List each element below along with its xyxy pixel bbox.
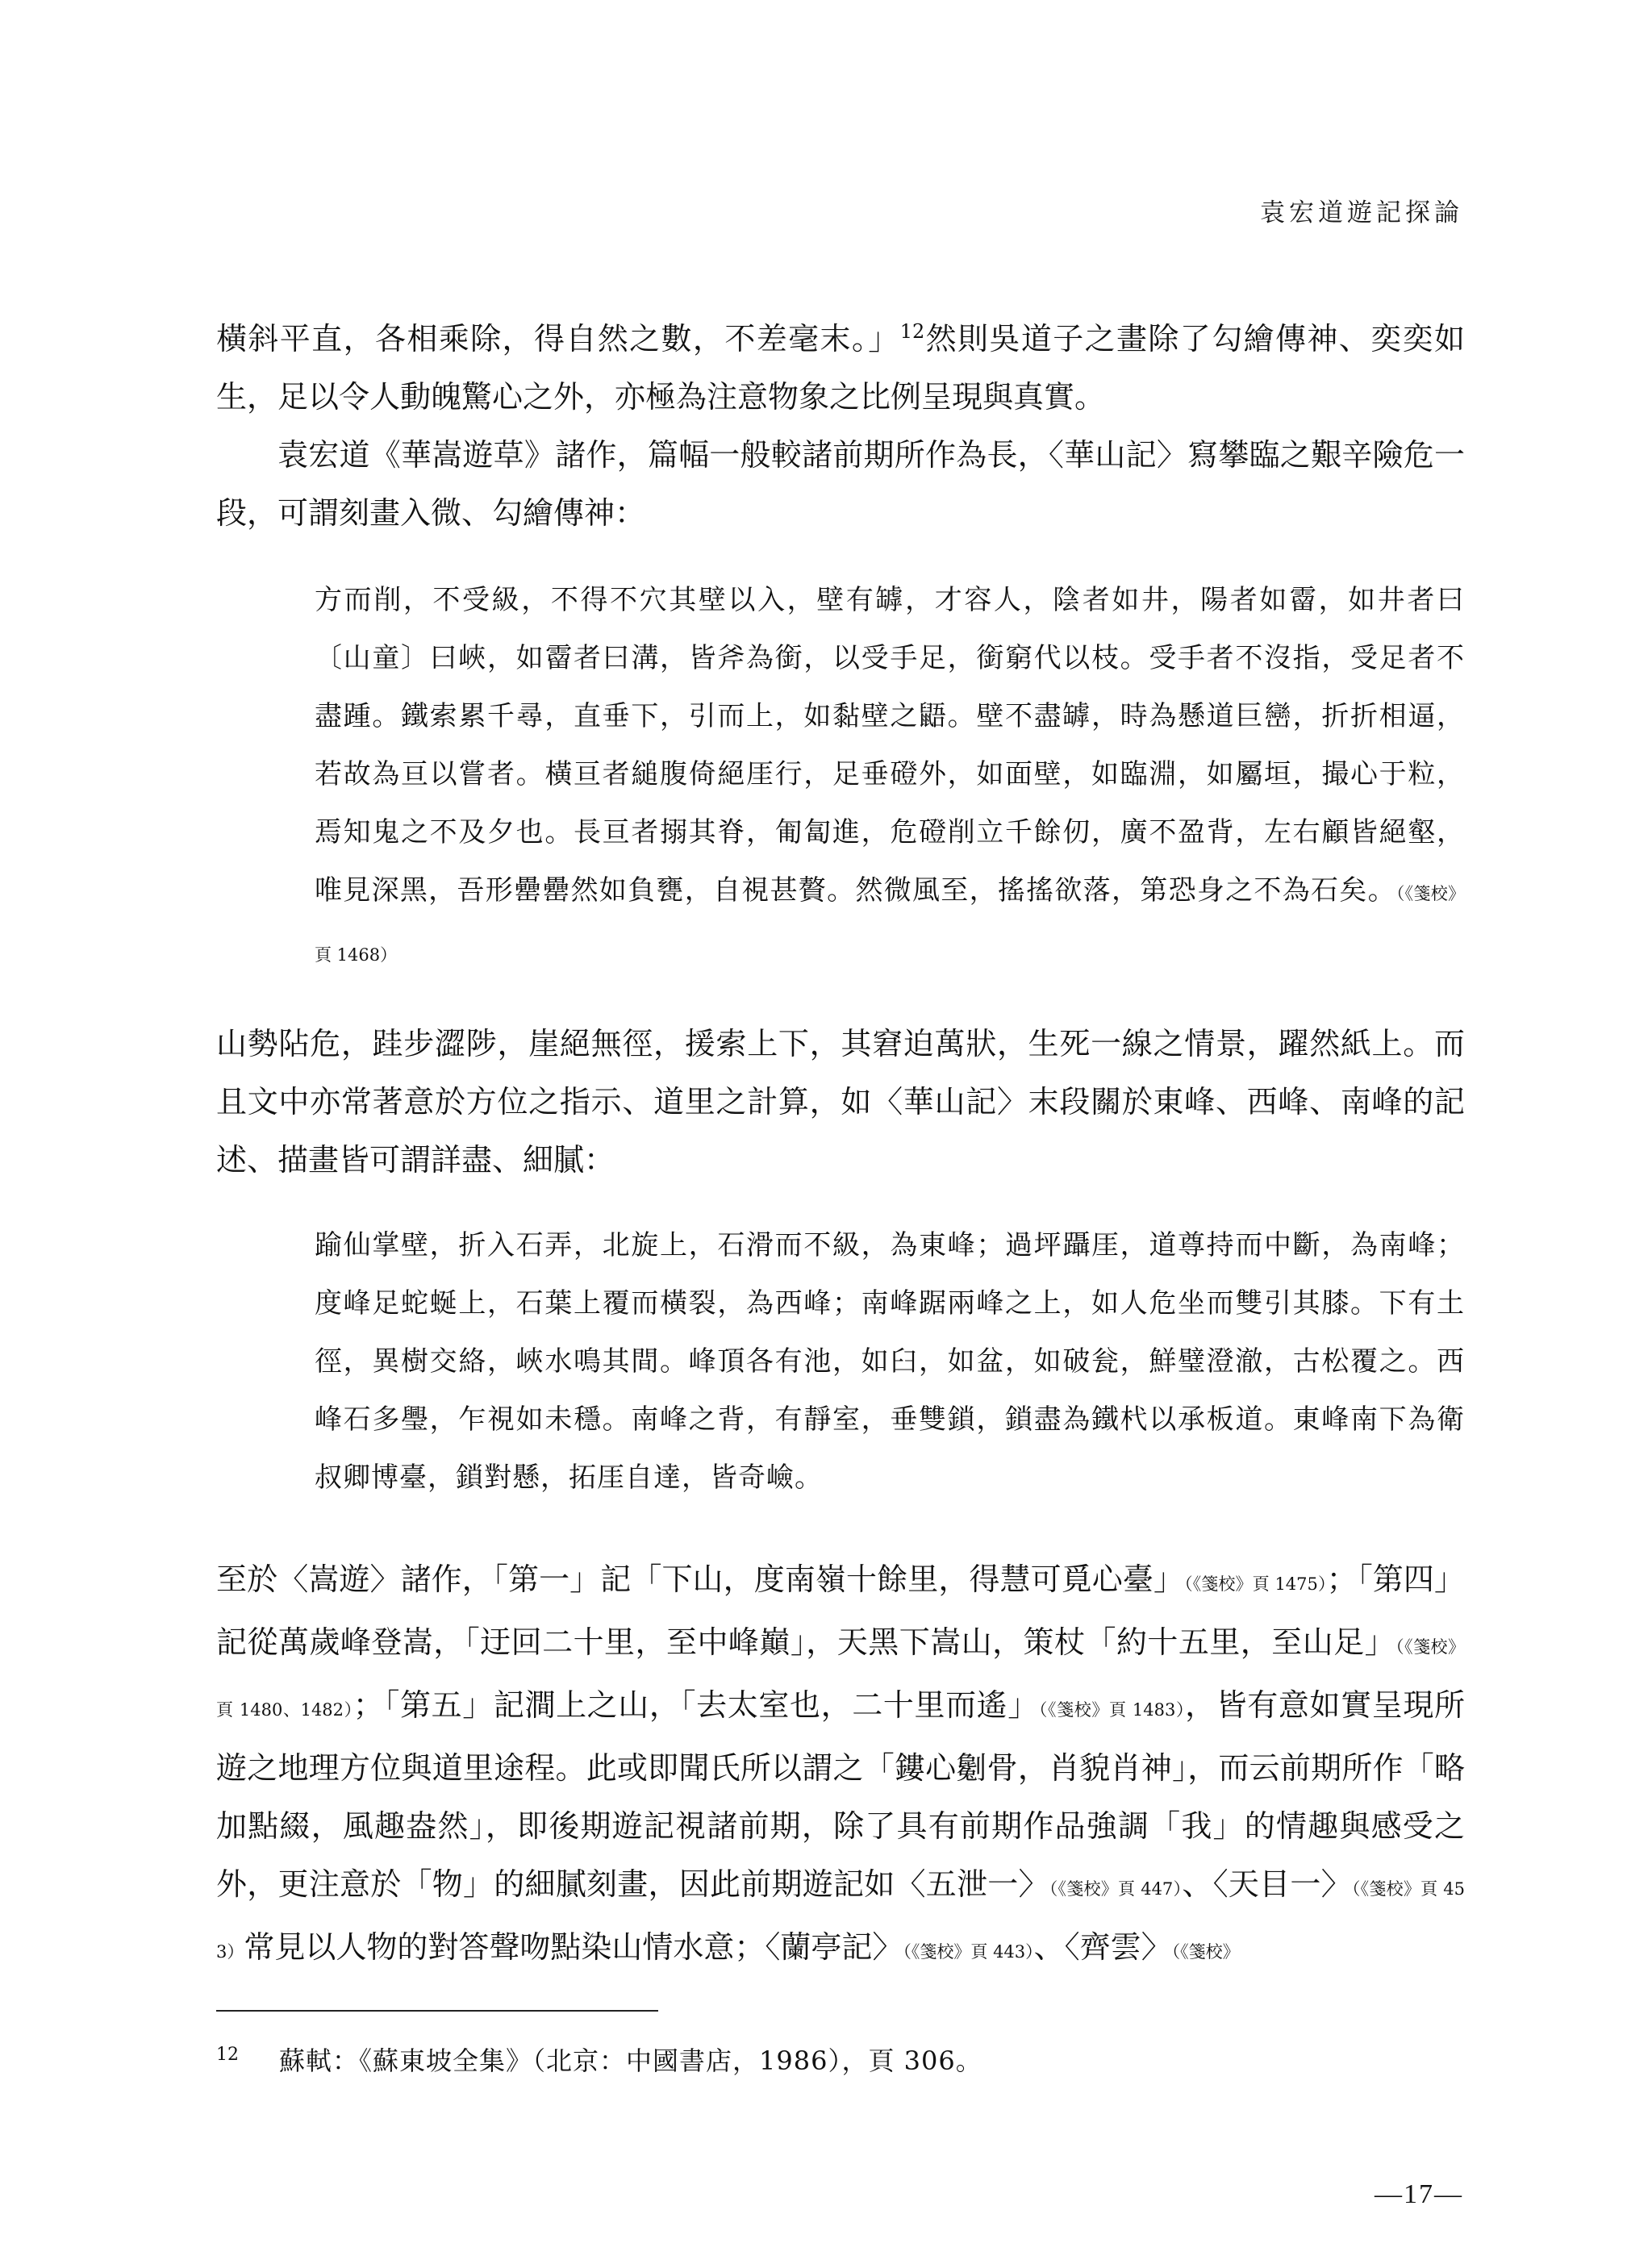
footnote-number: 12: [216, 2045, 239, 2065]
citation-1: （《箋校》頁 1475）: [1184, 1574, 1327, 1594]
block-quote-2: 踰仙掌壁，折入石弄，北旋上，石滑而不級，為東峰；過坪躡厓，道尊持而中斷，為南峰；度峰足蛇蜒上，石葉上覆而橫裂，為西峰；南峰踞兩峰之上，如人危坐而雙引其膝。下有土徑，異樹交絡，峽水鳴其間。峰頂各有池，如臼，如盆，如破瓮，鮮璧澄澈，古松覆之。西峰石多璺，乍視如未穩。南峰之背，有靜室，垂雙鎖，鎖盡為鐵杙以承板道。東峰南下為衛叔卿博臺，鎖對懸，拓厓自達，皆奇嶮。: [315, 1229, 1465, 1494]
block-quote-1: [315, 571, 1465, 984]
paragraph-4-text-6: 常見以人物的對答聲吻點染山情水意；〈蘭亭記〉: [244, 1929, 903, 1965]
footnote-divider: [216, 2010, 658, 2012]
paragraph-2: 袁宏道《華嵩遊草》諸作，篇幅一般較諸前期所作為長，〈華山記〉寫攀臨之艱辛險危一段，可謂刻畫入微、勾繪傳神：: [216, 437, 1465, 531]
footnote-12: [216, 2036, 1465, 2080]
footnote-ref-12: 12: [899, 320, 925, 343]
paragraph-4: [216, 1550, 1465, 1981]
block-quote-1-citation: （《箋校》頁 1468）: [315, 884, 1466, 965]
paragraph-3: 山勢阽危，跬步澀陟，崖絕無徑，援索上下，其窘迫萬狀，生死一線之情景，躍然紙上。而且文中亦常著意於方位之指示、道里之計算，如〈華山記〉末段關於東峰、西峰、南峰的記述、描畫皆可謂詳盡、細膩：: [216, 1026, 1465, 1178]
paragraph-4-text-7: 、〈齊雲〉: [1033, 1929, 1172, 1965]
running-header: 袁宏道遊記探論: [1260, 198, 1463, 227]
paragraph-4-text-2: ；「第四」記從萬歲峰登嵩，「迂回二十里，至中峰巔」，天黑下嵩山，策杖「約十五里，至山足」: [216, 1562, 1465, 1660]
paragraph-1: [216, 310, 1465, 426]
citation-3: （《箋校》頁 1483）: [1038, 1700, 1186, 1720]
citation-2: （《箋校》頁 1480、1482）: [216, 1637, 1465, 1720]
footnote-text: 蘇軾：《蘇東坡全集》（北京：中國書店，1986），頁 306。: [279, 2045, 982, 2076]
paragraph-4-text-5: 、〈天目一〉: [1182, 1866, 1352, 1902]
paragraph-4-text-3: ；「第五」記澗上之山，「去太室也，二十里而遙」: [353, 1687, 1039, 1723]
citation-4: （《箋校》頁 447）: [1049, 1879, 1183, 1899]
paragraph-1-text-b: 然則吳道子之畫除了勾繪傳神、奕奕如生，足以令人動魄驚心之外，亦極為注意物象之比例呈現與真實。: [216, 321, 1465, 415]
citation-6: （《箋校》頁 443）: [903, 1942, 1034, 1962]
block-quote-1-text: 方而削，不受級，不得不穴其壁以入，壁有罅，才容人，陰者如井，陽者如霤，如井者曰〔山童〕曰峽，如霤者曰溝，皆斧為銜，以受手足，銜窮代以枝。受手者不沒指，受足者不盡踵。鐵索累千尋，直垂下，引而上，如黏壁之鼯。壁不盡罅，時為懸道巨巒，折折相逼，若故為亘以嘗者。橫亘者縋腹倚絕厓行，足垂磴外，如面壁，如臨淵，如屬垣，撮心于粒，焉知鬼之不及夕也。長亘者搦其脊，匍匐進，危磴削立千餘仞，廣不盈背，左右顧皆絕壑，唯見深黑，吾形罍罍然如負甕，自視甚贅。然微風至，搖搖欲落，第恐身之不為石矣。: [315, 584, 1465, 907]
paragraph-4-text-4: ，皆有意如實呈現所遊之地理方位與道里途程。此或即聞氏所以謂之「鏤心劖骨，肖貌肖神」，而云前期所作「略加點綴，風趣盎然」，即後期遊記視諸前期，除了具有前期作品強調「我」的情趣與感受之外，更注意於「物」的細膩刻畫，因此前期遊記如〈五泄一〉: [216, 1687, 1465, 1902]
citation-7: （《箋校》: [1171, 1942, 1240, 1962]
paragraph-4-text-1: 至於〈嵩遊〉諸作，「第一」記「下山，度南嶺十餘里，得慧可覓心臺」: [216, 1562, 1185, 1597]
citation-5: （《箋校》頁 453）: [216, 1879, 1465, 1962]
page-number: —17—: [1375, 2179, 1463, 2209]
paragraph-1-text-a: 橫斜平直，各相乘除，得自然之數，不差毫末。」: [216, 321, 900, 357]
